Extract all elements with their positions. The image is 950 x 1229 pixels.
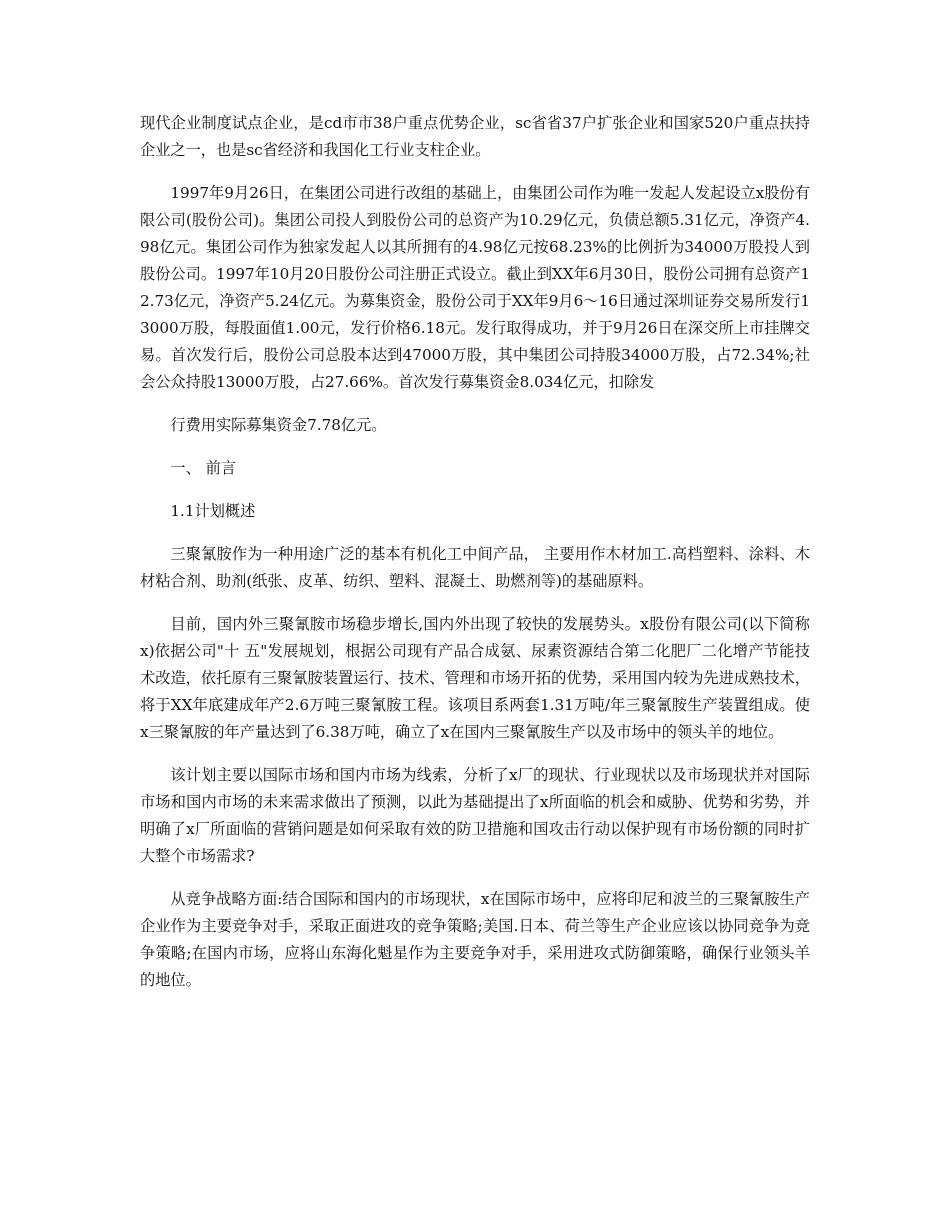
- paragraph-melamine-uses: 三聚氰胺作为一种用途广泛的基本有机化工中间产品， 主要用作木材加工.高档塑料、涂料、木材粘合剂、助剂(纸张、皮革、纺织、塑料、混凝土、助燃剂等)的基础原料。: [140, 545, 810, 590]
- paragraph-company-status: 现代企业制度试点企业，是cd市市38户重点优势企业，sc省省37户扩张企业和国家520户重点扶持企业之一，也是sc省经济和我国化工行业支柱企业。: [140, 114, 810, 159]
- paragraph-market-growth: 目前，国内外三聚氰胺市场稳步增长,国内外出现了较快的发展势头。x股份有限公司(以下简称x)依据公司"十 五"发展规划，根据公司现有产品合成氨、尿素资源结合第二化肥厂二化增产节能技术改造，依托原有三聚氰胺装置运行、技术、管理和市场开拓的优势，采用国内较为先进成熟技术，将于XX年底建成年产2.6万吨三聚氰胺工程。该项目系两套1.31万吨/年三聚氰胺生产装置组成。使x三聚氰胺的年产量达到了6.38万吨，确立了x在国内三聚氰胺生产以及市场中的领头羊的地位。: [140, 615, 810, 741]
- paragraph-competition-strategy: 从竞争战略方面:结合国际和国内的市场现状，x在国际市场中，应将印尼和波兰的三聚氰胺生产企业作为主要竞争对手，采取正面进攻的竞争策略;美国.日本、荷兰等生产企业应该以协同竞争为竞争策略;在国内市场，应将山东海化魁星作为主要竞争对手，采用进攻式防御策略，确保行业领头羊的地位。: [140, 890, 810, 989]
- subsection-heading-plan-overview: 1.1计划概述: [170, 502, 256, 520]
- paragraph-issue-cost: 行费用实际募集资金7.78亿元。: [170, 416, 387, 434]
- section-heading-preface: 一、 前言: [170, 459, 236, 477]
- paragraph-company-history: 1997年9月26日，在集团公司进行改组的基础上，由集团公司作为唯一发起人发起设立x股份有限公司(股份公司)。集团公司投人到股份公司的总资产为10.29亿元，负债总额5.31亿元，净资产4.98亿元。集团公司作为独家发起人以其所拥有的4.98亿元按68.23%的比例折为34000万股投人到股份公司。1997年10月20日股份公司注册正式设立。截止到XX年6月30日，股份公司拥有总资产12.73亿元，净资产5.24亿元。为募集资金，股份公司于XX年9月6～16日通过深圳证券交易所发行13000万股，每股面值1.00元，发行价格6.18元。发行取得成功，并于9月26日在深交所上市挂牌交易。首次发行后，股份公司总股本达到47000万股，其中集团公司持股34000万股，占72.34%;社会公众持股13000万股，占27.66%。首次发行募集资金8.034亿元，扣除发: [140, 184, 810, 391]
- paragraph-plan-analysis: 该计划主要以国际市场和国内市场为线索，分析了x厂的现状、行业现状以及市场现状并对国际市场和国内市场的未来需求做出了预测，以此为基础提出了x所面临的机会和威胁、优势和劣势，并明确了x厂所面临的营销问题是如何采取有效的防卫措施和国攻击行动以保护现有市场份额的同时扩大整个市场需求?: [140, 766, 810, 865]
- document-page: [140, 110, 810, 1010]
